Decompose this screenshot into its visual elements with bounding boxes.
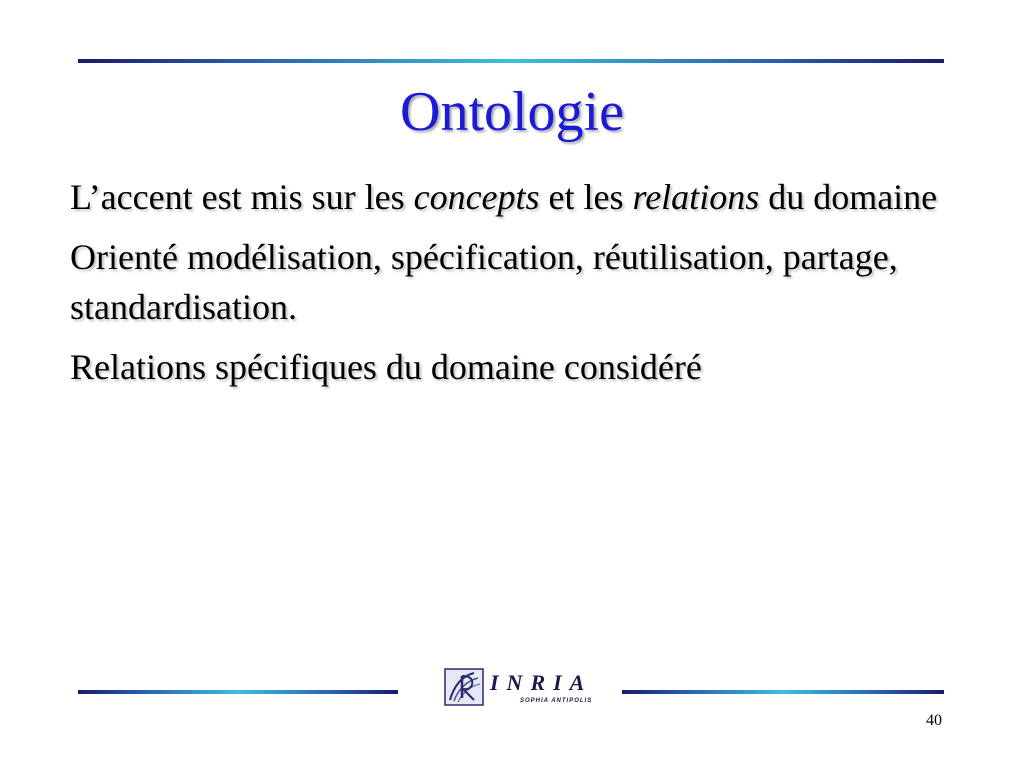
italic-term: concepts [413, 177, 540, 217]
top-divider [78, 59, 944, 63]
text-segment: du domaine [759, 177, 938, 217]
inria-logo-mark-icon [444, 668, 484, 706]
inria-logo [444, 668, 604, 712]
italic-term: relations [632, 177, 760, 217]
text-segment: et les [539, 177, 633, 217]
logo-name: INRIA [490, 670, 593, 695]
text-segment: L’accent est mis sur les [70, 177, 414, 217]
bullet-paragraph [70, 172, 970, 222]
text-segment: Orienté modélisation, spécification, réutilisation, partage, standardisation. [70, 237, 898, 327]
bottom-divider-right [622, 690, 944, 694]
slide-body [70, 172, 970, 402]
slide-title: Ontologie [400, 81, 624, 143]
logo-subtitle: SOPHIA ANTIPOLIS [520, 698, 593, 704]
bullet-paragraph [70, 232, 970, 332]
bottom-divider-left [78, 690, 398, 694]
bullet-paragraph [70, 342, 970, 392]
text-segment: Relations spécifiques du domaine considéré [70, 347, 702, 387]
page-number: 40 [926, 712, 942, 729]
